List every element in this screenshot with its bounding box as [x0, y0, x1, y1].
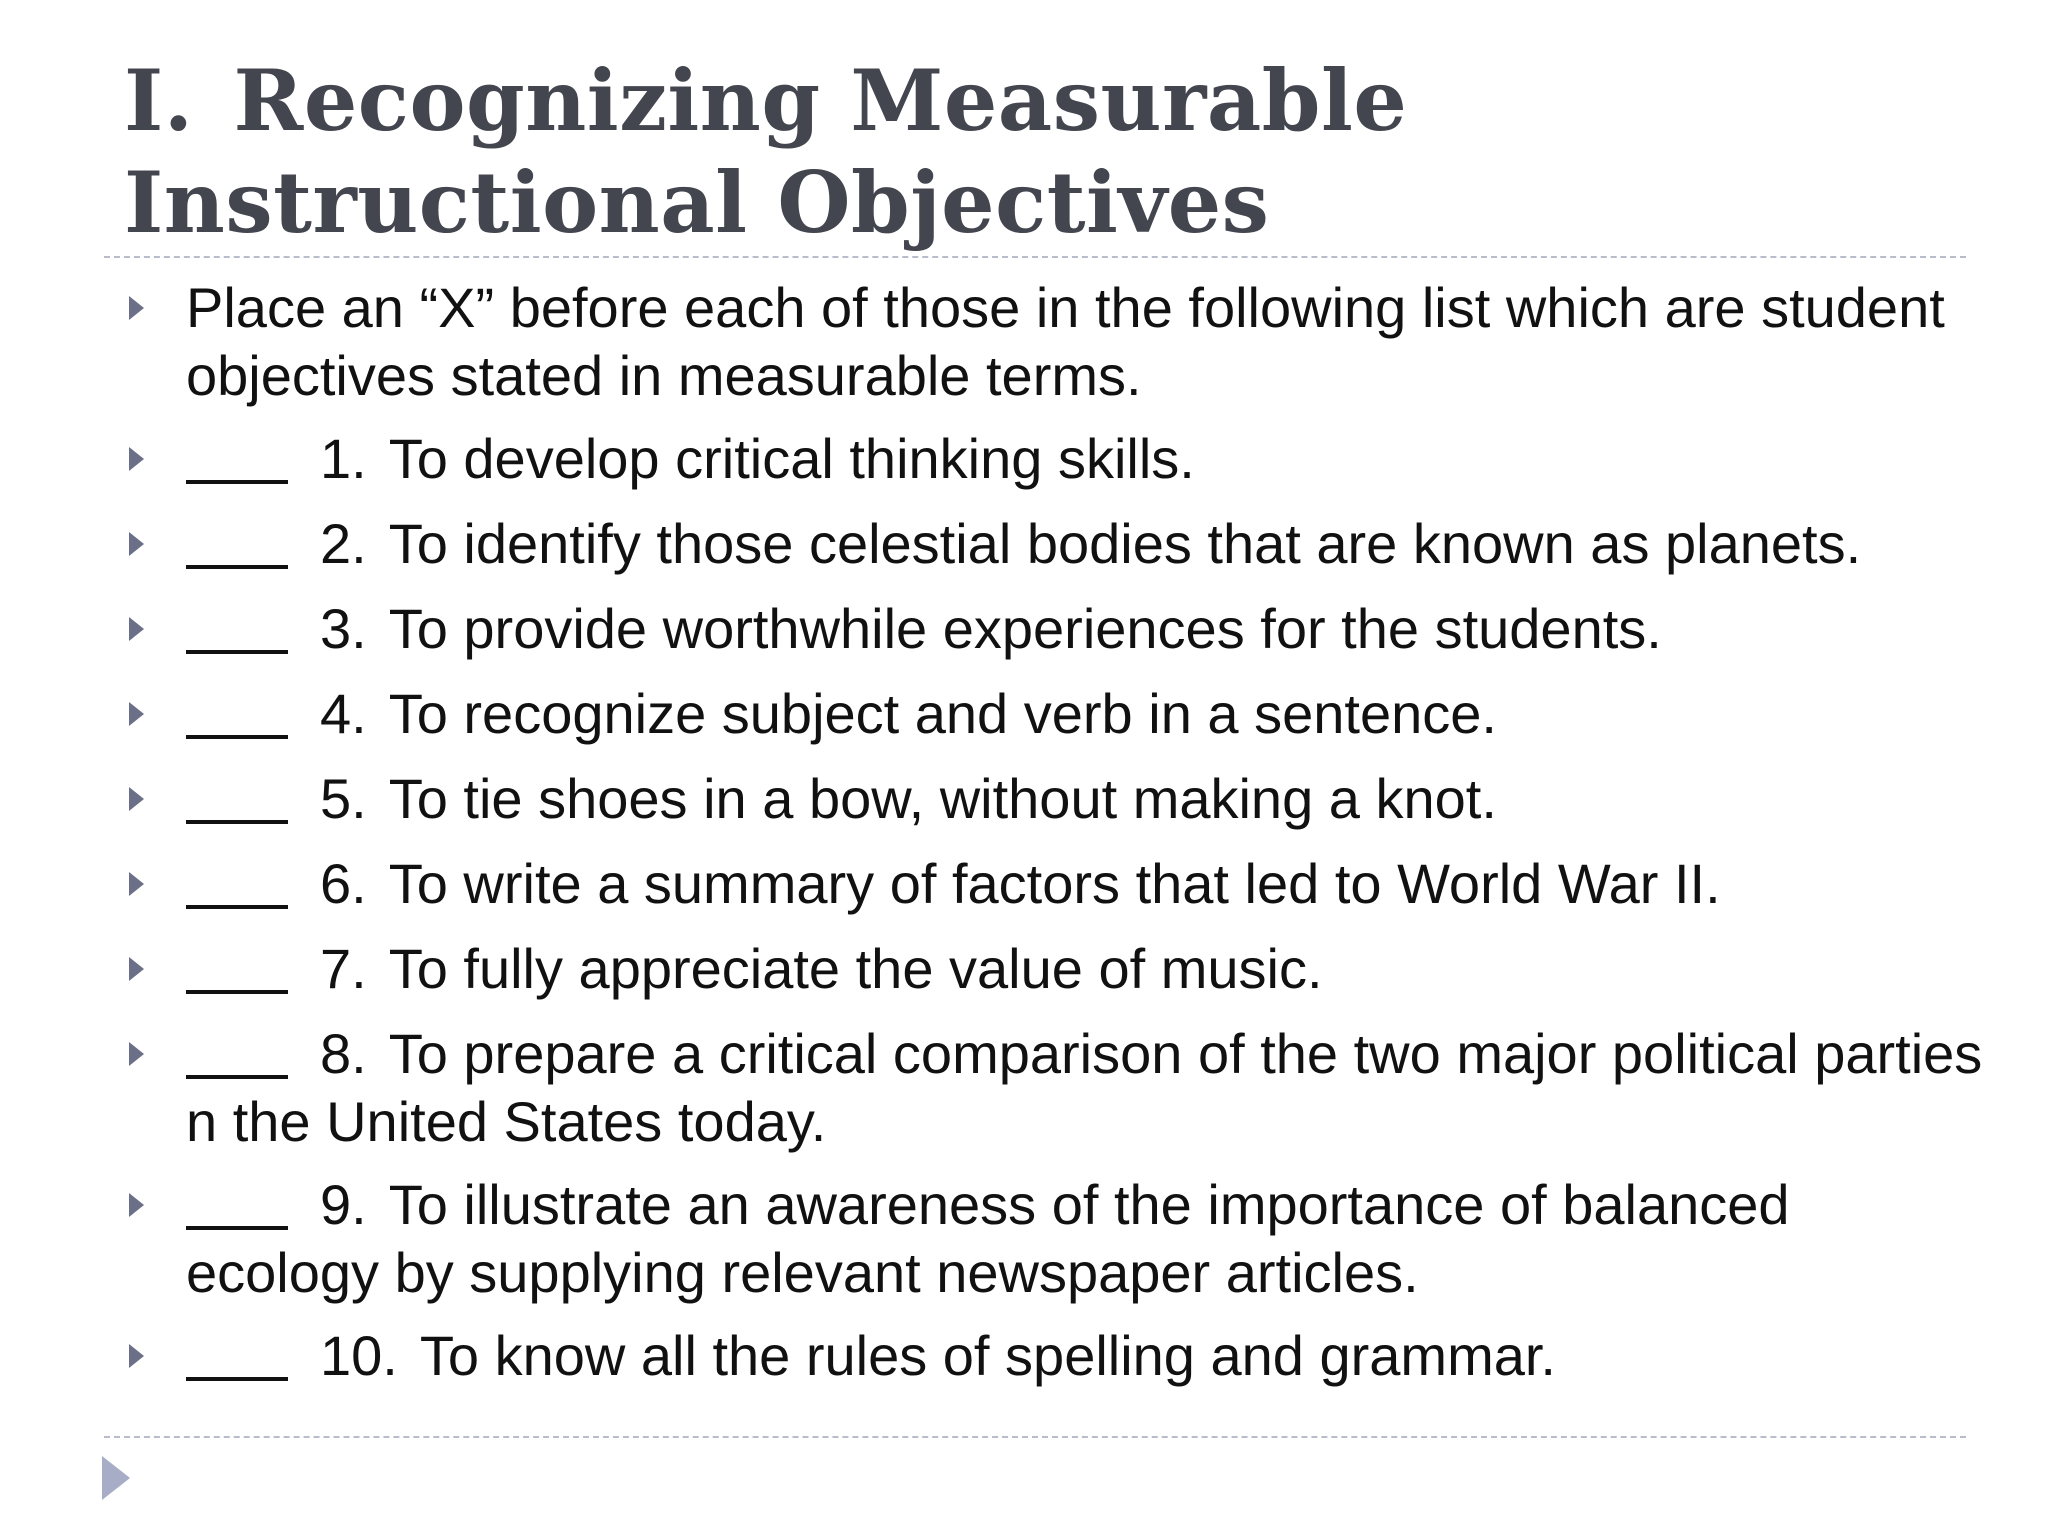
item-number: 6.	[320, 852, 367, 915]
triangle-bullet-icon	[129, 296, 144, 320]
triangle-bullet-icon	[129, 532, 144, 556]
bottom-divider	[104, 1436, 1966, 1438]
item-number: 5.	[320, 767, 367, 830]
item-number: 1.	[320, 427, 367, 490]
list-item	[124, 935, 1984, 1003]
list-item	[124, 595, 1984, 663]
triangle-bullet-icon	[129, 1193, 144, 1217]
item-text: To tie shoes in a bow, without making a knot.	[388, 767, 1497, 830]
list-item	[124, 1020, 1984, 1156]
triangle-bullet-icon	[129, 787, 144, 811]
triangle-bullet-icon	[129, 447, 144, 471]
item-text: To identify those celestial bodies that are known as planets.	[388, 512, 1862, 575]
objectives-list	[124, 274, 1984, 1407]
list-item	[124, 680, 1984, 748]
list-item	[124, 510, 1984, 578]
top-divider	[104, 256, 1966, 258]
answer-blank[interactable]	[186, 691, 288, 739]
instruction-text: Place an “X” before each of those in the following list which are student objectives stated in measurable terms.	[186, 276, 1945, 407]
triangle-bullet-icon	[129, 957, 144, 981]
triangle-bullet-icon	[129, 872, 144, 896]
triangle-bullet-icon	[129, 1042, 144, 1066]
item-text: To recognize subject and verb in a sentence.	[388, 682, 1497, 745]
instruction-item	[124, 274, 1984, 410]
title-number: I.	[124, 51, 194, 150]
item-text: To develop critical thinking skills.	[388, 427, 1195, 490]
answer-blank[interactable]	[186, 436, 288, 484]
next-slide-arrow-icon[interactable]	[102, 1456, 130, 1500]
item-text: To fully appreciate the value of music.	[388, 937, 1323, 1000]
answer-blank[interactable]	[186, 521, 288, 569]
answer-blank[interactable]	[186, 1182, 288, 1230]
list-item	[124, 1171, 1984, 1307]
item-number: 7.	[320, 937, 367, 1000]
answer-blank[interactable]	[186, 776, 288, 824]
item-number: 4.	[320, 682, 367, 745]
item-number: 9.	[320, 1173, 367, 1236]
list-item	[124, 1322, 1984, 1390]
item-text: To know all the rules of spelling and grammar.	[419, 1324, 1556, 1387]
list-item	[124, 850, 1984, 918]
triangle-bullet-icon	[129, 1344, 144, 1368]
item-text: To provide worthwhile experiences for the students.	[388, 597, 1662, 660]
item-number: 2.	[320, 512, 367, 575]
item-text: To illustrate an awareness of the importance of balanced ecology by supplying relevant newspaper articles.	[186, 1173, 1790, 1304]
slide-title	[124, 50, 1984, 254]
item-number: 3.	[320, 597, 367, 660]
item-number: 8.	[320, 1022, 367, 1085]
item-text: To prepare a critical comparison of the two major political parties n the United States today.	[186, 1022, 1983, 1153]
answer-blank[interactable]	[186, 1031, 288, 1079]
item-number: 10.	[320, 1324, 398, 1387]
answer-blank[interactable]	[186, 606, 288, 654]
list-item	[124, 425, 1984, 493]
answer-blank[interactable]	[186, 861, 288, 909]
list-item	[124, 765, 1984, 833]
title-text: Recognizing Measurable Instructional Objectives	[124, 51, 1408, 252]
answer-blank[interactable]	[186, 1333, 288, 1381]
item-text: To write a summary of factors that led to World War II.	[388, 852, 1721, 915]
triangle-bullet-icon	[129, 617, 144, 641]
triangle-bullet-icon	[129, 702, 144, 726]
answer-blank[interactable]	[186, 946, 288, 994]
